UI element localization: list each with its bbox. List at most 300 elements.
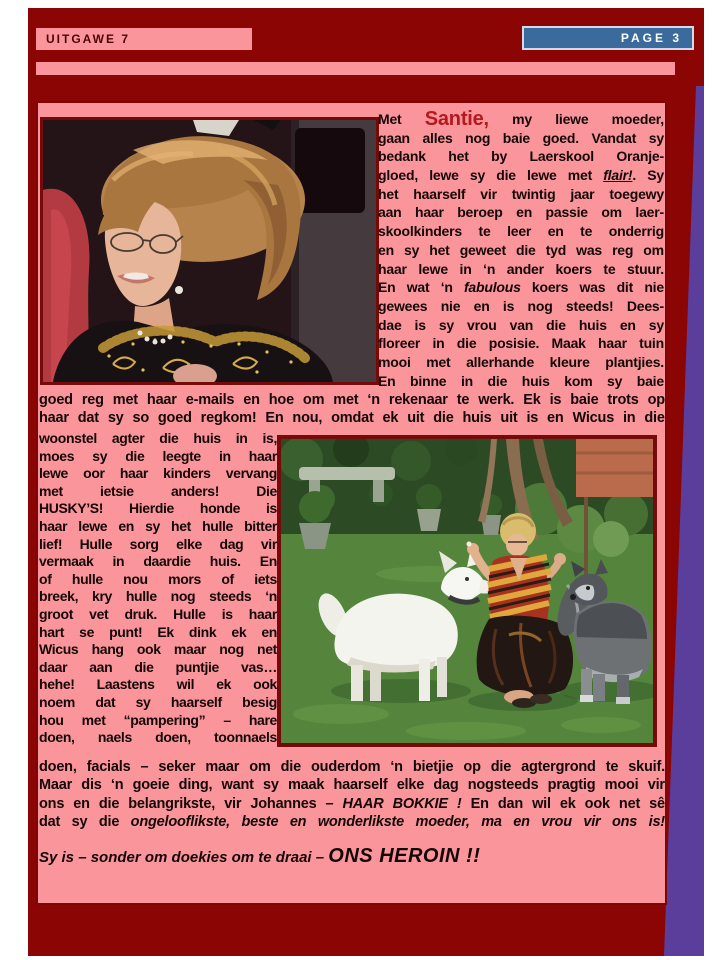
word: daardie: [143, 553, 191, 570]
word: wonderlikste: [317, 813, 405, 830]
word: net: [257, 641, 277, 658]
word: en: [378, 241, 394, 258]
word: haar: [248, 605, 277, 622]
word: HUSKY’S!: [39, 500, 104, 517]
text-line: [378, 316, 664, 335]
word: lewe: [78, 517, 108, 534]
word: koers: [555, 260, 592, 277]
word: leer: [507, 223, 532, 240]
text-line: [378, 166, 664, 185]
word: nie: [644, 279, 664, 296]
text-line: [39, 659, 277, 677]
word: omdat: [331, 410, 374, 427]
word: haar: [39, 517, 68, 534]
word: huis: [462, 410, 492, 427]
word: sy: [135, 693, 151, 710]
word: in: [218, 447, 231, 464]
word: naels: [97, 729, 132, 746]
word: met: [567, 167, 593, 184]
word: gloed,: [378, 167, 419, 184]
full-width-paragraph-1: [39, 391, 665, 428]
word: dis: [81, 777, 102, 794]
word: vir: [260, 535, 277, 552]
word: en: [243, 392, 260, 408]
text-line: [39, 676, 277, 694]
word: te: [456, 392, 470, 408]
word: iets: [254, 570, 277, 587]
word: die: [546, 316, 566, 333]
word: vir: [480, 185, 497, 202]
word: haar: [119, 465, 148, 482]
word: het: [378, 185, 399, 202]
word: groot: [39, 605, 74, 622]
word: goed: [39, 392, 73, 408]
word: oor: [83, 465, 105, 482]
word: jaar: [570, 185, 595, 202]
word: ook: [253, 676, 277, 693]
text-line: [378, 334, 664, 353]
word: van: [509, 316, 534, 333]
word: floreer: [378, 335, 421, 352]
word: Sy is – sonder om doekies om te draai –: [39, 849, 325, 866]
word: ding,: [178, 777, 213, 794]
content-panel: [36, 101, 667, 905]
word: en: [73, 795, 90, 812]
word: om: [249, 759, 271, 775]
text-line: [39, 588, 277, 606]
terracotta-wall: [576, 439, 653, 497]
word: was: [576, 241, 603, 258]
text-line: [39, 843, 619, 869]
word: puntjie: [175, 658, 219, 675]
word: haarself: [170, 693, 222, 710]
word: sy: [145, 517, 160, 534]
word: –: [140, 759, 149, 775]
word: om: [302, 392, 325, 408]
word: so: [132, 410, 149, 427]
word: ‘n: [483, 260, 496, 277]
word: anders!: [170, 482, 220, 499]
word: haarself: [333, 777, 388, 794]
word: dag: [433, 777, 459, 794]
word: HAAR: [342, 795, 384, 812]
word: wil: [176, 676, 195, 693]
word: haarself: [413, 185, 466, 202]
word: goeie: [132, 777, 170, 794]
word: haar: [598, 335, 627, 352]
text-line: [39, 641, 277, 659]
word: en: [118, 517, 134, 534]
word: Wicus: [39, 641, 79, 658]
word: huis.: [209, 553, 241, 570]
word: pragtig: [547, 777, 596, 794]
word: Laastens: [96, 676, 155, 693]
word: doen,: [39, 729, 75, 746]
word: regkom!: [200, 410, 257, 427]
word: ander: [506, 260, 544, 277]
word: maar: [205, 759, 240, 775]
word: en: [516, 204, 533, 221]
newsletter-page: [28, 8, 704, 956]
word: alles: [422, 129, 453, 146]
word: dag: [219, 535, 244, 552]
word: met: [333, 392, 359, 408]
word: op: [647, 392, 665, 408]
word: huis: [578, 316, 607, 333]
word: ook: [584, 795, 610, 812]
word: die: [98, 813, 120, 830]
word: sy: [404, 241, 420, 258]
word: Dees-: [626, 297, 664, 314]
word: in: [112, 553, 125, 570]
word: vet: [89, 605, 109, 622]
word: posisie.: [488, 335, 540, 352]
text-line: [378, 278, 664, 297]
word: rekenaar: [388, 392, 448, 408]
santie-portrait-photo: [40, 117, 379, 385]
text-line: [39, 813, 665, 831]
text-line: [39, 391, 665, 409]
word: dit: [616, 279, 634, 296]
word: toegewy: [609, 185, 664, 202]
word: ‘n: [110, 777, 124, 794]
text-line: [378, 260, 664, 279]
text-line: [378, 353, 664, 372]
word: en: [261, 623, 277, 640]
text-line: [39, 712, 277, 730]
word: nog: [219, 641, 244, 658]
word: allerhande: [466, 353, 535, 370]
word: skuif.: [628, 759, 665, 775]
word: baie: [502, 129, 530, 146]
left-column-paragraph: [39, 430, 277, 747]
word: ietsie: [100, 482, 134, 499]
word: in: [622, 410, 636, 427]
word: tuin: [639, 335, 664, 352]
word: lief!: [39, 535, 63, 552]
word: flair!.: [603, 167, 637, 184]
text-line: [378, 185, 664, 204]
page-number-badge: PAGE 3: [522, 26, 694, 50]
word: kleure: [549, 353, 590, 370]
word: BOKKIE: [392, 795, 448, 812]
word: en: [289, 813, 307, 830]
word: Laerskool: [529, 148, 594, 165]
word: maar: [173, 641, 206, 658]
text-line: [39, 448, 277, 466]
word: “pampering”: [123, 711, 206, 728]
word: Hulle: [79, 535, 113, 552]
text-line: [39, 776, 665, 794]
word: die: [134, 658, 154, 675]
word: geweet: [459, 241, 506, 258]
word: die: [456, 335, 477, 352]
word: is,: [262, 430, 277, 446]
word: vrou: [467, 316, 497, 333]
word: of: [221, 570, 234, 587]
word: !: [456, 795, 462, 812]
text-line: [39, 571, 277, 589]
word: dat: [77, 410, 99, 427]
word: hou: [39, 711, 64, 728]
word: goed: [157, 410, 192, 427]
word: Sy: [647, 167, 664, 184]
word: in: [460, 372, 473, 389]
word: het: [448, 148, 469, 165]
word: elke: [396, 777, 425, 794]
word: Maar: [39, 777, 73, 794]
word: En: [265, 410, 284, 427]
word: nie: [440, 297, 461, 314]
word: het: [171, 517, 191, 534]
word: sy: [648, 316, 664, 333]
word: reg: [81, 392, 104, 408]
closing-line: [39, 843, 619, 869]
word: ‘n: [367, 392, 380, 408]
word: my: [512, 111, 532, 127]
word: gaan: [378, 129, 410, 146]
word: die: [516, 241, 536, 258]
word: in: [459, 260, 472, 277]
word: –: [325, 795, 334, 812]
text-line: [39, 729, 277, 747]
word: haar: [39, 410, 69, 427]
pearl-earring: [175, 286, 183, 294]
word: beste: [241, 813, 279, 830]
word: ek: [559, 795, 576, 812]
text-line: [39, 500, 277, 518]
word: Maak: [551, 335, 586, 352]
word: by: [491, 148, 508, 165]
word: ONS HEROIN !!: [328, 845, 481, 867]
word: woonstel: [39, 430, 97, 446]
word: bedank: [378, 148, 426, 165]
word: het: [429, 241, 450, 258]
word: die: [280, 759, 301, 775]
word: steeds: [209, 588, 252, 605]
word: met: [81, 711, 106, 728]
word: sy: [606, 372, 623, 389]
word: haar: [378, 260, 407, 277]
text-line: [39, 536, 277, 554]
word: kinders: [163, 465, 211, 482]
word: om: [601, 204, 622, 221]
word: ‘n: [390, 759, 403, 775]
word: haar: [248, 447, 277, 464]
word: lewe: [39, 465, 68, 482]
word: en: [619, 316, 636, 333]
word: en: [547, 223, 564, 240]
word: te: [478, 223, 491, 240]
word: Vandat: [591, 129, 637, 146]
word: hare: [248, 711, 277, 728]
word: Met: [378, 111, 402, 127]
full-width-paragraph-2: [39, 758, 665, 831]
text-line: [39, 606, 277, 624]
word: is: [502, 297, 515, 314]
word: belangrikste,: [128, 795, 216, 812]
word: goed.: [542, 129, 579, 146]
word: die: [644, 410, 665, 427]
word: en: [547, 410, 564, 427]
word: En: [470, 795, 489, 812]
word: mors: [168, 570, 201, 587]
word: En: [378, 372, 396, 389]
word: Ek: [157, 623, 174, 640]
striped-top: [488, 555, 551, 623]
word: hulle: [202, 517, 233, 534]
word: sy: [648, 129, 664, 146]
word: noem: [39, 693, 75, 710]
word: te: [603, 260, 616, 277]
word: Ek: [523, 392, 541, 408]
word: vervang: [225, 465, 277, 482]
word: haar: [146, 392, 177, 408]
header-divider-bar: [36, 62, 675, 75]
word: facials: [86, 759, 131, 775]
word: se: [79, 623, 95, 640]
word: die: [98, 795, 120, 812]
word: dink: [188, 623, 217, 640]
word: vrou: [541, 813, 572, 830]
word: vir: [647, 777, 665, 794]
santie-with-huskies-photo: [277, 435, 657, 747]
text-line: [378, 203, 664, 222]
word: was: [579, 279, 606, 296]
word: –: [223, 711, 231, 728]
word: is: [414, 316, 426, 333]
word: en: [513, 813, 530, 830]
word: die: [490, 759, 512, 775]
word: met: [39, 482, 63, 499]
word: hang: [91, 641, 124, 658]
word: sy: [438, 316, 455, 333]
text-line: [39, 553, 277, 571]
text-line: [378, 297, 664, 316]
word: in: [235, 430, 248, 446]
word: want: [221, 777, 254, 794]
word: hart: [39, 623, 65, 640]
word: nou,: [292, 410, 323, 427]
word: tyd: [545, 241, 567, 258]
word: Johannes: [250, 795, 317, 812]
text-line: [39, 409, 665, 427]
word: hulle: [71, 570, 103, 587]
word: punt!: [109, 623, 143, 640]
word: beroep: [457, 204, 503, 221]
word: binne: [410, 372, 447, 389]
word: te: [580, 223, 593, 240]
word: net: [618, 795, 641, 812]
word: doen,: [39, 759, 77, 775]
word: haar: [414, 204, 444, 221]
word: dan: [497, 795, 523, 812]
word: is: [266, 500, 277, 517]
word: baie: [636, 372, 664, 389]
text-line: [378, 147, 664, 166]
word: toonnaels: [214, 729, 277, 746]
word: nog: [527, 297, 553, 314]
word: reg: [612, 241, 634, 258]
word: moeder,: [415, 813, 470, 830]
word: vir: [583, 813, 601, 830]
word: moes: [39, 447, 75, 464]
word: druk.: [124, 605, 157, 622]
word: sorg: [129, 535, 159, 552]
word: in: [432, 335, 445, 352]
word: doen,: [155, 729, 191, 746]
word: vas…: [241, 658, 277, 675]
word: fabulous: [463, 279, 521, 296]
word: bietjie: [412, 759, 454, 775]
word: huis: [193, 430, 221, 446]
text-line: [39, 518, 277, 536]
word: nog: [170, 588, 196, 605]
word: te: [605, 759, 619, 775]
word: leegte: [162, 447, 201, 464]
word: of: [39, 570, 52, 587]
word: die: [125, 447, 145, 464]
word: honde: [199, 500, 241, 517]
word: werk.: [478, 392, 515, 408]
word: met: [112, 392, 138, 408]
word: skoolkinders: [378, 223, 462, 240]
word: sy: [262, 777, 279, 794]
text-line: [39, 483, 277, 501]
word: plantjies.: [605, 353, 664, 370]
word: hoe: [268, 392, 294, 408]
word: sy: [92, 447, 108, 464]
word: baie: [570, 392, 599, 408]
word: lewe: [527, 167, 557, 184]
word: op: [463, 759, 481, 775]
word: Oranje-: [616, 148, 664, 165]
word: bitter: [244, 517, 277, 534]
word: sê: [649, 795, 665, 812]
word: e-mails: [185, 392, 235, 408]
portrait-illustration: [43, 120, 376, 382]
word: ek: [231, 623, 247, 640]
text-line: [378, 222, 664, 241]
word: uit: [500, 410, 518, 427]
word: lewe: [418, 260, 448, 277]
word: onderrig: [608, 223, 664, 240]
word: wat: [406, 279, 430, 296]
word: Hierdie: [128, 500, 174, 517]
word: En: [378, 279, 396, 296]
word: sy: [107, 410, 124, 427]
word: nogsteeds: [467, 777, 539, 794]
word: nou: [123, 570, 148, 587]
word: liewe: [555, 111, 589, 127]
word: En: [259, 553, 277, 570]
word: laer-: [635, 204, 664, 221]
word: die: [433, 410, 454, 427]
word: vermaak: [39, 553, 94, 570]
word: ons: [39, 795, 65, 812]
text-line: [378, 241, 664, 260]
text-line: [39, 624, 277, 642]
intro-paragraph: [378, 110, 664, 390]
text-line: [39, 694, 277, 712]
word: passie: [545, 204, 588, 221]
word: huis: [521, 372, 550, 389]
word: nog: [465, 129, 491, 146]
word: en: [473, 297, 490, 314]
word: ek: [382, 410, 399, 427]
word: kry: [92, 588, 112, 605]
word: hehe!: [39, 676, 75, 693]
